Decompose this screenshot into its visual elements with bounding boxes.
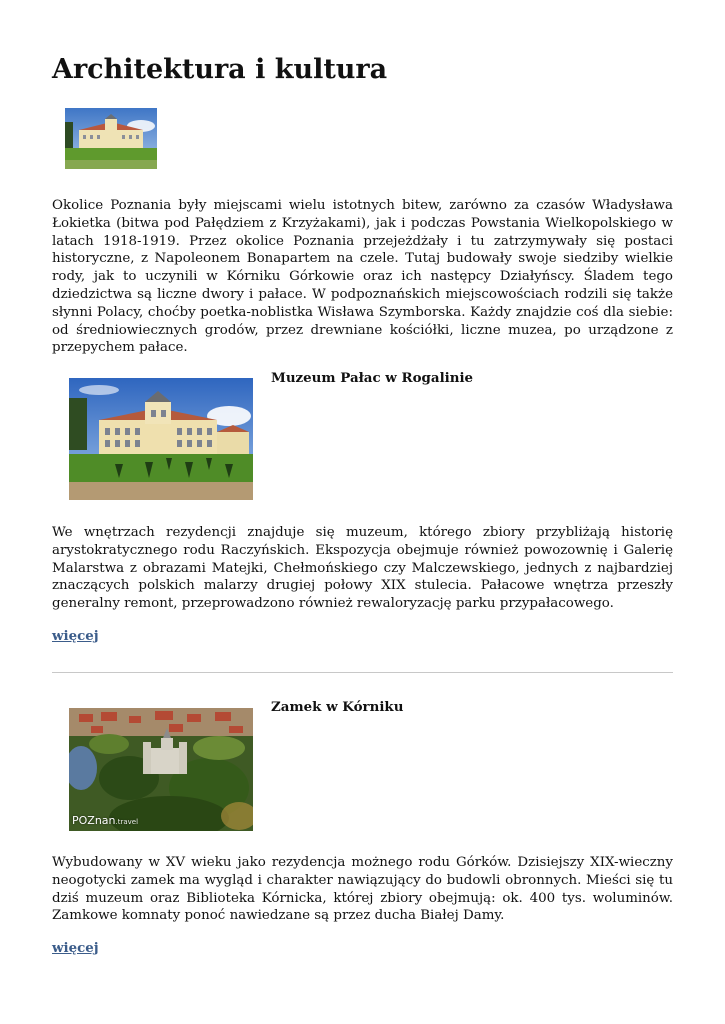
section-title-kornik: Zamek w Kórniku [271, 699, 404, 715]
section-title-rogalin: Muzeum Pałac w Rogalinie [271, 370, 474, 386]
rogalin-paragraph: We wnętrzach rezydencji znajduje się muzeum, którego zbiory przybliżają historię arystokratycznego rodu Raczyńskich. Ekspozycja obejmuje również powozownię i Galerię Malarstwa z obrazami Matejki, Chełmońskiego czy Malczewskiego, jednych z najbardziej znaczących polskich malarzy drugiej połowy XIX stulecia. Pałacowe wnętrza przeszły generalny remont, przeprowadzono również rewaloryzację parku przypałacowego. [52, 525, 673, 612]
kornik-paragraph: Wybudowany w XV wieku jako rezydencja możnego rodu Górków. Dzisiejszy XIX-wieczny neogotycki zamek ma wygląd i charakter nawiązujący do budowli obronnych. Mieści się tu dziś muzeum oraz Biblioteka Kórnicka, której zbiory obejmują: ok. 400 tys. woluminów. Zamkowe komnaty ponoć nawiedzane są przez ducha Białej Damy. [52, 855, 673, 924]
more-link-rogalin[interactable]: więcej [52, 628, 99, 644]
section-divider [52, 672, 673, 673]
palace-thumbnail-image [65, 108, 157, 169]
rogalin-palace-image [69, 378, 253, 500]
kornik-castle-image [69, 708, 253, 831]
intro-paragraph: Okolice Poznania były miejscami wielu istotnych bitew, zarówno za czasów Władysława Łokietka (bitwa pod Pałędziem z Krzyżakami), jak i podczas Powstania Wielkopolskiego w latach 1918-1919. Przez okolice Poznania przejeżdżały i tu zatrzymywały się postaci historyczne, z Napoleonem Bonapartem na czele. Tutaj budowały swoje siedziby wielkie rody, jak to uczynili w Kórniku Górkowie oraz ich następcy Działyńscy. Śladem tego dziedzictwa są liczne dwory i pałace. W podpoznańskich miejscowościach rodzili się także słynni Polacy, choćby poetka-noblistka Wisława Szymborska. Każdy znajdzie coś dla siebie: od średniowiecznych grodów, przez drewniane kościółki, liczne muzea, po urządzone z przepychem pałace. [52, 198, 673, 356]
more-link-kornik[interactable]: więcej [52, 940, 99, 956]
poznan-travel-watermark: POZnan.travel [72, 814, 139, 827]
page-title: Architektura i kultura [52, 54, 388, 85]
